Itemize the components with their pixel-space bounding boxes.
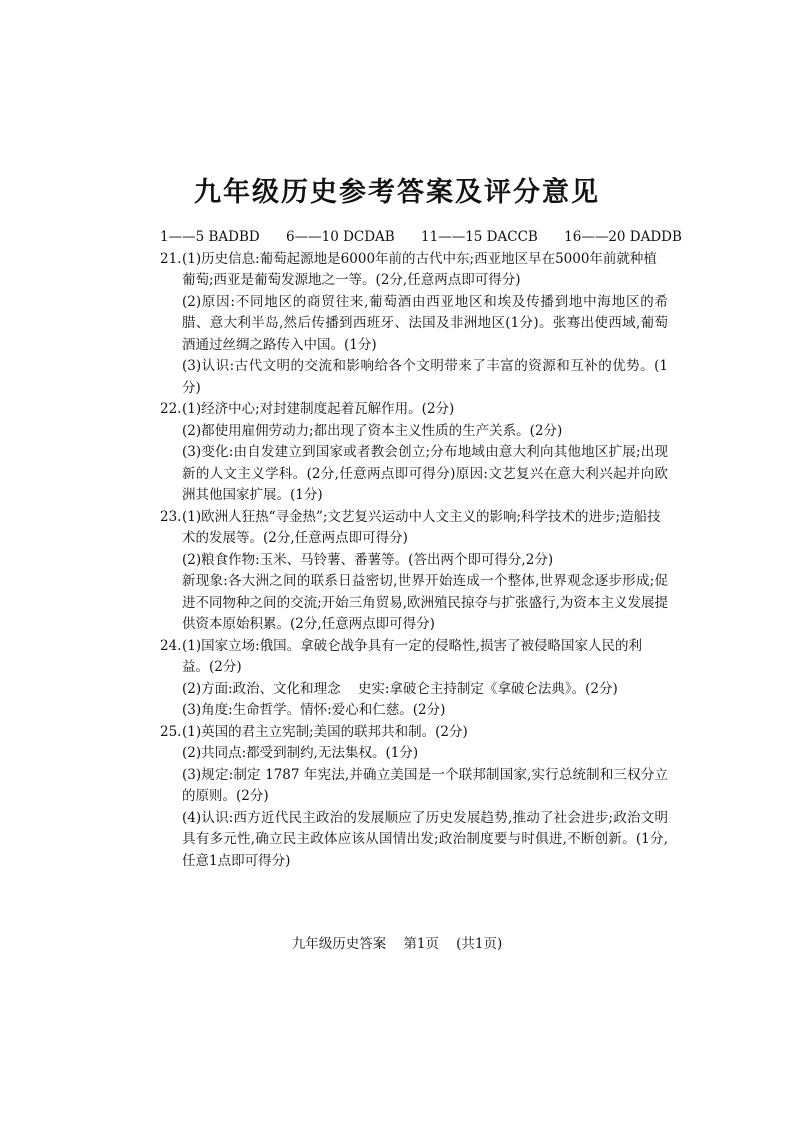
question-number: 25.	[160, 723, 182, 740]
page-footer: 九年级历史答案 第1页 (共1页)	[291, 936, 503, 952]
mc-group-1: 1——5 BADBD	[160, 229, 260, 245]
answer-part: (2)原因:不同地区的商贸往来,葡萄酒由西亚地区和埃及传播到地中海地区的希腊、意大利半岛,然后传播到西班牙、法国及非洲地区(1分)。张骞出使西域,葡萄酒通过丝绸之路传入中国。(1分)	[182, 293, 668, 353]
question-22	[160, 399, 668, 507]
answer-part: (1)欧洲人狂热“寻金热”;文艺复兴运动中人文主义的影响;科学技术的进步;造船技术的发展等。(2分,任意两点即可得分)	[182, 508, 661, 546]
question-24	[160, 636, 668, 722]
question-number: 22.	[160, 401, 182, 417]
answer-part: (1)国家立场:俄国。拿破仑战争具有一定的侵略性,损害了被侵略国家人民的利益。(2分)	[182, 637, 642, 675]
question-25	[160, 722, 668, 873]
answer-part: (1)经济中心;对封建制度起着瓦解作用。(2分)	[182, 401, 455, 417]
question-23	[160, 507, 668, 636]
answer-part: (1)历史信息:葡萄起源地是6000年前的古代中东;西亚地区早在5000年前就种植葡萄;西亚是葡萄发源地之一等。(2分,任意两点即可得分)	[182, 250, 657, 288]
answer-part: (2)共同点:都受到制约,无法集权。(1分)	[182, 745, 419, 761]
answer-part: (2)粮食作物:玉米、马铃薯、番薯等。(答出两个即可得分,2分)	[182, 551, 554, 568]
multiple-choice-answers	[160, 227, 682, 249]
question-number: 23.	[160, 508, 182, 525]
question-number: 24.	[160, 637, 182, 654]
answer-part: 新现象:各大洲之间的联系日益密切,世界开始连成一个整体,世界观念逐步形成;促进不同物种之间的交流;开始三角贸易,欧洲殖民掠夺与扩张盛行,为资本主义发展提供资本原始积累。(2分,任意两点即可得分)	[182, 573, 668, 632]
mc-group-3: 11——15 DACCB	[421, 229, 538, 245]
answer-part: (3)规定:制定 1787 年宪法,并确立美国是一个联邦制国家,实行总统制和三权分立的原则。(2分)	[182, 766, 668, 804]
answer-part: (2)都使用雇佣劳动力;都出现了资本主义性质的生产关系。(2分)	[182, 422, 563, 439]
question-21	[160, 249, 668, 400]
answer-content	[160, 227, 682, 872]
answer-part: (1)英国的君主立宪制;美国的联邦共和制。(2分)	[182, 723, 468, 740]
page-title: 九年级历史参考答案及评分意见	[194, 177, 600, 208]
mc-group-4: 16——20 DADDB	[564, 229, 682, 245]
answer-part: (3)认识:古代文明的交流和影响给各个文明带来了丰富的资源和互补的优势。(1分)	[182, 358, 668, 396]
answer-part: (4)认识:西方近代民主政治的发展顺应了历史发展趋势,推动了社会进步;政治文明具有多元性,确立民主政体应该从国情出发;政治制度要与时俱进,不断创新。(1分,任意1点即可得分)	[182, 809, 668, 869]
mc-group-2: 6——10 DCDAB	[286, 229, 395, 245]
answer-part: (2)方面:政治、文化和理念 史实:拿破仑主持制定《拿破仑法典》。(2分)	[182, 680, 618, 697]
answer-part: (3)角度:生命哲学。情怀:爱心和仁慈。(2分)	[182, 702, 446, 718]
question-number: 21.	[160, 250, 182, 267]
answer-part: (3)变化:由自发建立到国家或者教会创立;分布地域由意大利向其他地区扩展;出现新的人文主义学科。(2分,任意两点即可得分)原因:文艺复兴在意大利兴起并向欧洲其他国家扩展。(1分)	[182, 444, 668, 503]
